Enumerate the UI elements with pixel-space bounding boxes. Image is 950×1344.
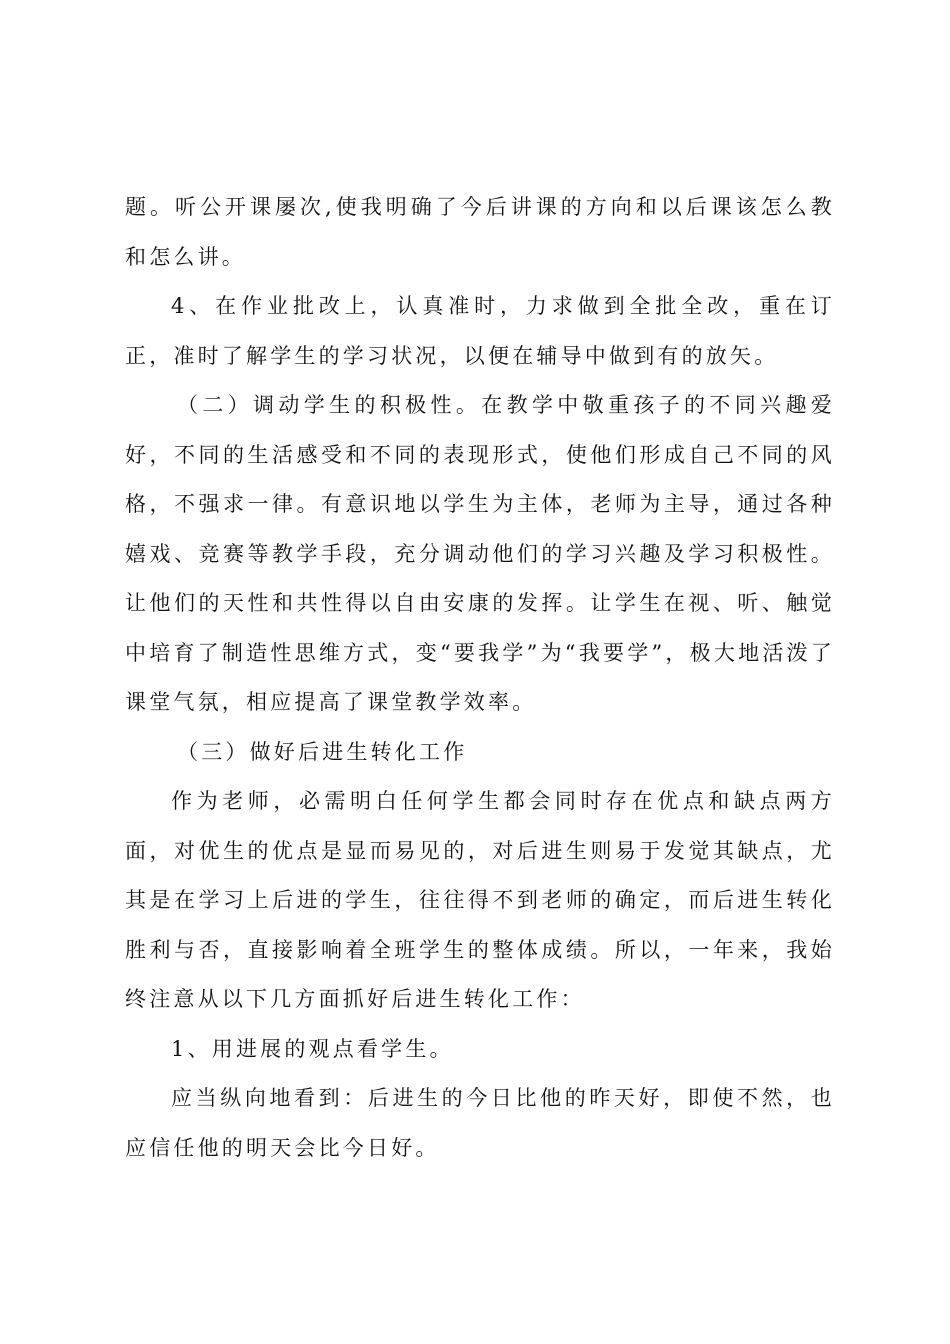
- paragraph-continuation: 题。听公开课屡次,使我明确了今后讲课的方向和以后课该怎么教和怎么讲。: [125, 195, 835, 269]
- paragraph-homework-grading: 4、在作业批改上，认真准时，力求做到全批全改，重在订正，准时了解学生的学习状况，以便在辅导中做到有的放矢。: [125, 294, 835, 368]
- document-body: [125, 183, 835, 1173]
- paragraph-struggling-students: 作为老师，必需明白任何学生都会同时存在优点和缺点两方面，对优生的优点是显而易见的，对后进生则易于发觉其缺点，尤其是在学习上后进的学生，往往得不到老师的确定，而后进生转化胜利与否，直接影响着全班学生的整体成绩。所以，一年来，我始终注意从以下几方面抓好后进生转化工作：: [125, 789, 835, 1011]
- section-heading-struggling-students: （三）做好后进生转化工作: [177, 739, 468, 764]
- paragraph-vertical-view: 应当纵向地看到：后进生的今日比他的昨天好，即使不然，也应信任他的明天会比今日好。: [125, 1086, 835, 1160]
- paragraph-student-motivation: （二）调动学生的积极性。在教学中敬重孩子的不同兴趣爱好，不同的生活感受和不同的表现形式，使他们形成自己不同的风格，不强求一律。有意识地以学生为主体，老师为主导，通过各种嬉戏、竞赛等教学手段，充分调动他们的学习兴趣及学习积极性。让他们的天性和共性得以自由安康的发挥。让学生在视、听、触觉中培育了制造性思维方式，变“要我学”为“我要学”，极大地活泼了课堂气氛，相应提高了课堂教学效率。: [125, 393, 835, 714]
- list-item-development-view: 1、用进展的观点看学生。: [171, 1036, 454, 1061]
